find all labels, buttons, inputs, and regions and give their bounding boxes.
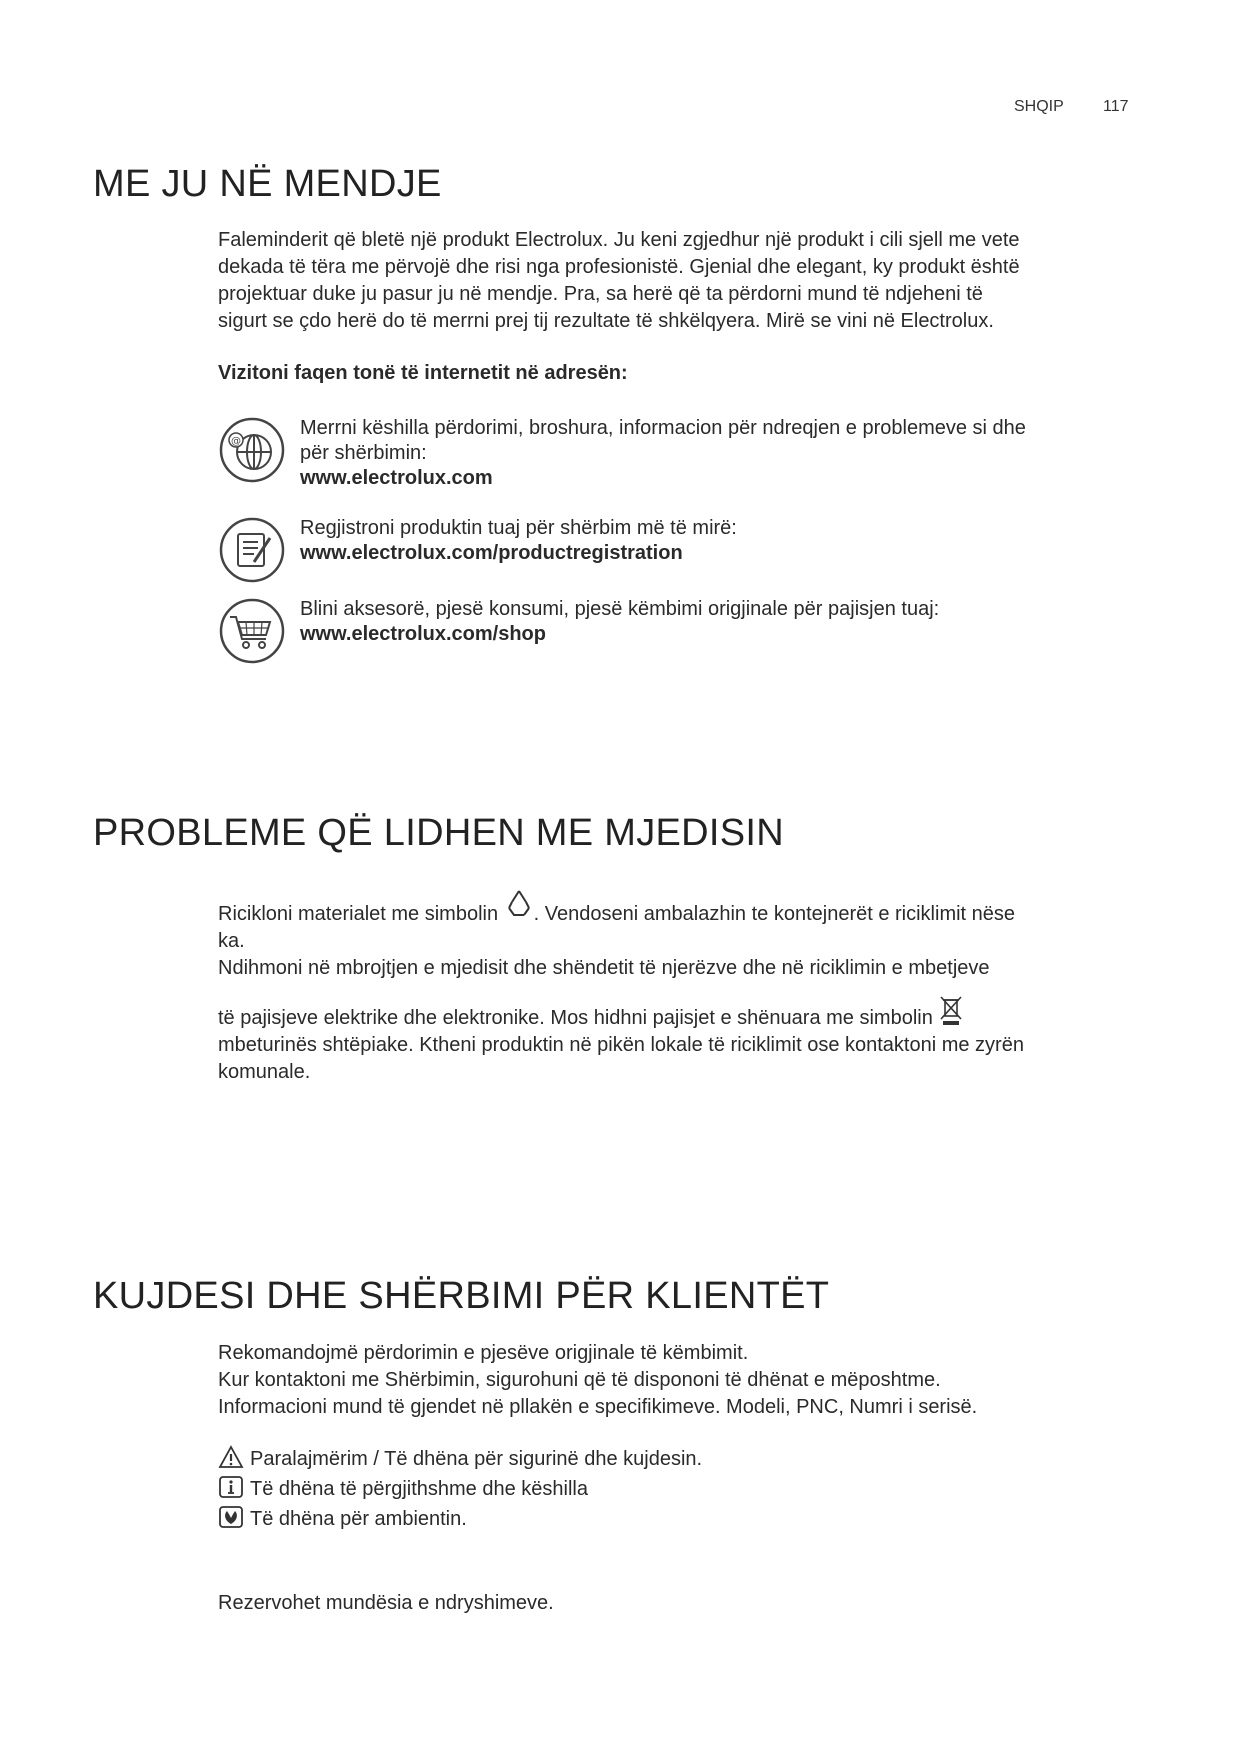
legend-label: Të dhëna për ambientin. xyxy=(250,1508,467,1530)
intro-paragraph xyxy=(218,227,1128,335)
section-title-me-ju-ne-mendje: ME JU NË MENDJE xyxy=(93,163,442,205)
intro-line: sigurt se çdo herë do të merrni prej tij rezultate të shkëlqyera. Mirë se vini në Electrolux. xyxy=(218,310,994,332)
legend-row xyxy=(218,1474,702,1504)
environment-line: komunale. xyxy=(218,1061,311,1083)
service-line: Rekomandojmë përdorimin e pjesëve origjinale të këmbimit. xyxy=(218,1342,749,1364)
page-number: 117 xyxy=(1103,98,1129,115)
environment-icon xyxy=(218,1505,244,1529)
service-line: Kur kontaktoni me Shërbimin, sigurohuni që të dispononi të dhënat e mëposhtme. xyxy=(218,1369,941,1391)
weee-text: të pajisjeve elektrike dhe elektronike. Mos hidhni pajisjet e shënuara me simbolin xyxy=(218,1007,933,1029)
section-title-probleme-mjedisin: PROBLEME QË LIDHEN ME MJEDISIN xyxy=(93,812,785,854)
legend-label: Të dhëna të përgjithshme dhe këshilla xyxy=(250,1478,588,1500)
service-paragraph xyxy=(218,1340,1128,1421)
info-item-text xyxy=(300,416,1130,491)
intro-line: projektuar duke ju pasur ju në mendje. Pra, sa herë që ta përdorni mund të ndjeheni të xyxy=(218,283,983,305)
recycle-icon xyxy=(504,888,534,918)
environment-line: ka. xyxy=(218,930,245,952)
svg-text:@: @ xyxy=(231,436,241,447)
intro-line: Faleminderit që bletë një produkt Electrolux. Ju keni zgjedhur një produkt i cili sjell me vete xyxy=(218,229,1020,251)
warning-triangle-icon xyxy=(218,1445,244,1469)
section-title-kujdesi-sherbimi: KUJDESI DHE SHËRBIMI PËR KLIENTËT xyxy=(93,1275,830,1317)
info-item-text xyxy=(300,597,1130,647)
language-label: SHQIP xyxy=(1014,98,1064,115)
info-item-text xyxy=(300,516,1130,566)
symbol-legend xyxy=(218,1444,702,1534)
globe-web-icon xyxy=(218,416,286,484)
environment-line xyxy=(218,994,1128,1032)
info-item-line: Blini aksesorë, pjesë konsumi, pjesë këmbimi origjinale për pajisjen tuaj: xyxy=(300,598,940,620)
registration-form-icon xyxy=(218,516,286,584)
recycle-text-b: . Vendoseni ambalazhin te kontejnerët e riciklimit nëse xyxy=(533,903,1016,925)
info-item-line: për shërbimin: xyxy=(300,442,427,464)
footer-note: Rezervohet mundësia e ndryshimeve. xyxy=(218,1592,554,1614)
visit-website-label: Vizitoni faqen tonë të internetit në adresën: xyxy=(218,362,628,384)
intro-line: dekada të tëra me përvojë dhe risi nga profesionistë. Gjenial dhe elegant, ky produkt është xyxy=(218,256,1020,278)
website-link[interactable]: www.electrolux.com xyxy=(300,467,493,489)
shopping-cart-icon xyxy=(218,597,286,665)
environment-line: Ndihmoni në mbrojtjen e mjedisit dhe shëndetit të njerëzve dhe në riciklimin e mbetjeve xyxy=(218,957,990,979)
legend-row xyxy=(218,1444,702,1474)
legend-label: Paralajmërim / Të dhëna për sigurinë dhe kujdesin. xyxy=(250,1448,703,1470)
shop-link[interactable]: www.electrolux.com/shop xyxy=(300,623,546,645)
crossed-bin-icon xyxy=(938,994,964,1026)
service-line: Informacioni mund të gjendet në pllakën e specifikimeve. Modeli, PNC, Numri i serisë. xyxy=(218,1396,978,1418)
environment-line: mbeturinës shtëpiake. Ktheni produktin në pikën lokale të riciklimit ose kontaktoni me zyrën xyxy=(218,1034,1024,1056)
product-registration-link[interactable]: www.electrolux.com/productregistration xyxy=(300,542,683,564)
info-item-line: Merrni këshilla përdorimi, broshura, informacion për ndreqjen e problemeve si dhe xyxy=(300,417,1026,439)
legend-row xyxy=(218,1504,702,1534)
environment-paragraph xyxy=(218,888,1128,1086)
environment-line xyxy=(218,888,1128,928)
info-item-line: Regjistroni produktin tuaj për shërbim më të mirë: xyxy=(300,517,737,539)
info-icon xyxy=(218,1475,244,1499)
recycle-text-a: Ricikloni materialet me simbolin xyxy=(218,903,499,925)
